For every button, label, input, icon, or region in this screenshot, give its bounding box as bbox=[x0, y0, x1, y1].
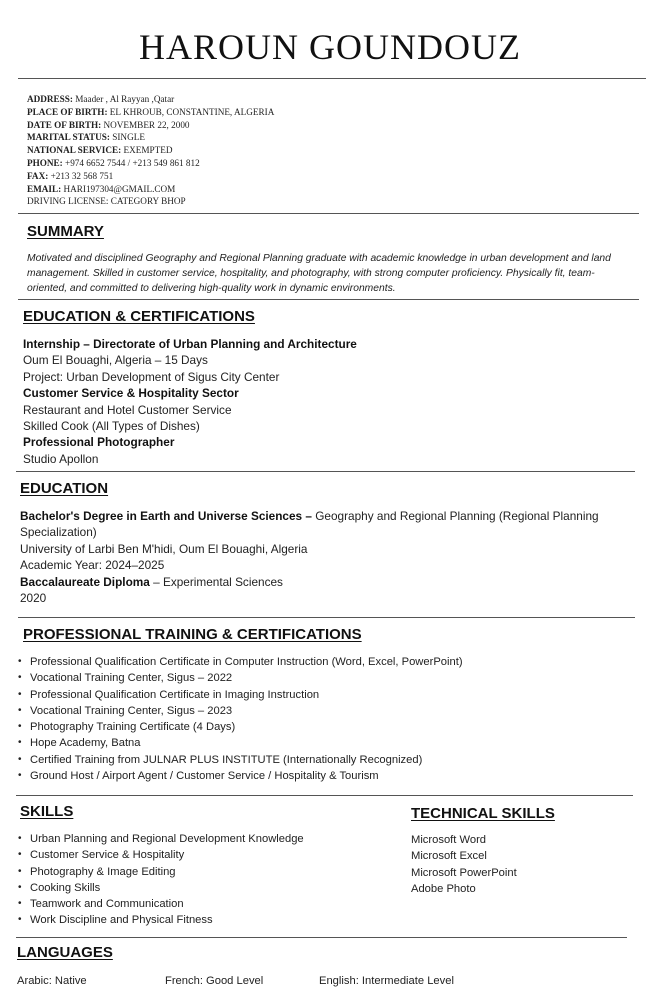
bac-year-line: 2020 bbox=[20, 591, 47, 606]
list-item: Microsoft Excel bbox=[411, 850, 487, 863]
info-line-fax: FAX: +213 32 568 751 bbox=[27, 170, 114, 181]
info-divider bbox=[18, 213, 639, 214]
edu-cert-line: Customer Service & Hospitality Sector bbox=[23, 386, 239, 401]
language-item: English: Intermediate Level bbox=[319, 975, 454, 987]
list-item: Microsoft PowerPoint bbox=[411, 866, 517, 879]
summary-heading: SUMMARY bbox=[27, 223, 104, 240]
edu-cert-line: Skilled Cook (All Types of Dishes) bbox=[23, 419, 200, 434]
skills-divider bbox=[16, 937, 627, 938]
technical-skills-list bbox=[411, 832, 517, 898]
summary-divider bbox=[18, 299, 639, 300]
summary-text: Motivated and disciplined Geography and Regional Planning graduate with academic knowledge in urban development and land management. Skilled in customer service, hospitality, and photography, with strong computer proficiency. Physically fit, team-oriented, and committed to delivering high-quality work in dynamic environments. bbox=[27, 253, 611, 294]
edu-cert-line: Professional Photographer bbox=[23, 435, 175, 450]
info-line-phone: PHONE: +974 6652 7544 / +213 549 861 812 bbox=[27, 157, 200, 168]
skills-heading: SKILLS bbox=[20, 803, 74, 820]
degree-line-cont: Specialization) bbox=[20, 525, 97, 540]
header-divider bbox=[18, 78, 646, 79]
edu-cert-line: Project: Urban Development of Sigus City Center bbox=[23, 369, 280, 384]
info-line-marital-status: MARITAL STATUS: SINGLE bbox=[27, 132, 145, 143]
list-item: • Vocational Training Center, Sigus – 2022 bbox=[18, 670, 463, 686]
list-item: • Certified Training from JULNAR PLUS INSTITUTE (Internationally Recognized) bbox=[18, 752, 463, 768]
education-divider bbox=[18, 617, 635, 618]
list-item: Microsoft Word bbox=[411, 834, 487, 846]
info-line-address: ADDRESS: Maader , Al Rayyan ,Qatar bbox=[27, 94, 175, 104]
edu-cert-list bbox=[23, 336, 357, 467]
degree-line: Bachelor's Degree in Earth and Universe Sciences – Geography and Regional Planning (Regional Planning bbox=[20, 509, 599, 523]
edu-cert-line: Studio Apollon bbox=[23, 451, 99, 466]
academic-year-line: Academic Year: 2024–2025 bbox=[20, 558, 165, 573]
list-item: • Vocational Training Center, Sigus – 2023 bbox=[18, 703, 463, 719]
language-item: French: Good Level bbox=[165, 975, 264, 987]
skills-list bbox=[18, 831, 304, 929]
list-item: • Photography & Image Editing bbox=[18, 864, 304, 880]
list-item: • Urban Planning and Regional Development Knowledge bbox=[18, 831, 304, 847]
list-item: • Professional Qualification Certificate in Imaging Instruction bbox=[18, 687, 463, 703]
edu-cert-line: Restaurant and Hotel Customer Service bbox=[23, 402, 232, 417]
candidate-name: HAROUN GOUNDOUZ bbox=[139, 27, 521, 67]
edu-cert-heading: EDUCATION & CERTIFICATIONS bbox=[23, 308, 255, 325]
info-line-driving-license: DRIVING LICENSE: CATEGORY BHOP bbox=[27, 196, 186, 207]
edu-cert-divider bbox=[16, 471, 635, 472]
list-item: • Hope Academy, Batna bbox=[18, 735, 463, 751]
edu-cert-line: Internship – Directorate of Urban Planning and Architecture bbox=[23, 337, 357, 351]
edu-cert-line: Oum El Bouaghi, Algeria – 15 Days bbox=[23, 353, 208, 368]
bac-line: Baccalaureate Diploma – Experimental Sciences bbox=[20, 574, 283, 589]
technical-skills-heading: TECHNICAL SKILLS bbox=[411, 805, 555, 822]
list-item: • Customer Service & Hospitality bbox=[18, 847, 304, 863]
info-line-national-service: NATIONAL SERVICE: EXEMPTED bbox=[27, 145, 173, 156]
list-item: • Photography Training Certificate (4 Days) bbox=[18, 719, 463, 735]
university-line: University of Larbi Ben M'hidi, Oum El Bouaghi, Algeria bbox=[20, 541, 308, 556]
list-item: • Work Discipline and Physical Fitness bbox=[18, 912, 304, 928]
training-divider bbox=[16, 795, 633, 796]
list-item: • Ground Host / Airport Agent / Customer Service / Hospitality & Tourism bbox=[18, 768, 463, 784]
info-line-place-of-birth: PLACE OF BIRTH: EL KHROUB, CONSTANTINE, ALGERIA bbox=[27, 106, 275, 117]
personal-info bbox=[27, 93, 274, 208]
list-item: Adobe Photo bbox=[411, 883, 476, 896]
language-item: Arabic: Native bbox=[17, 975, 87, 987]
info-line-email: EMAIL: HARI197304@GMAIL.COM bbox=[27, 183, 176, 194]
languages-heading: LANGUAGES bbox=[17, 944, 113, 961]
list-item: • Cooking Skills bbox=[18, 880, 304, 896]
list-item: • Teamwork and Communication bbox=[18, 896, 304, 912]
training-list bbox=[18, 654, 463, 784]
info-line-date-of-birth: DATE OF BIRTH: NOVEMBER 22, 2000 bbox=[27, 119, 190, 130]
education-list bbox=[20, 508, 645, 606]
training-heading: PROFESSIONAL TRAINING & CERTIFICATIONS bbox=[23, 626, 362, 643]
education-heading: EDUCATION bbox=[20, 480, 109, 497]
list-item: • Professional Qualification Certificate in Computer Instruction (Word, Excel, PowerPoint) bbox=[18, 654, 463, 670]
